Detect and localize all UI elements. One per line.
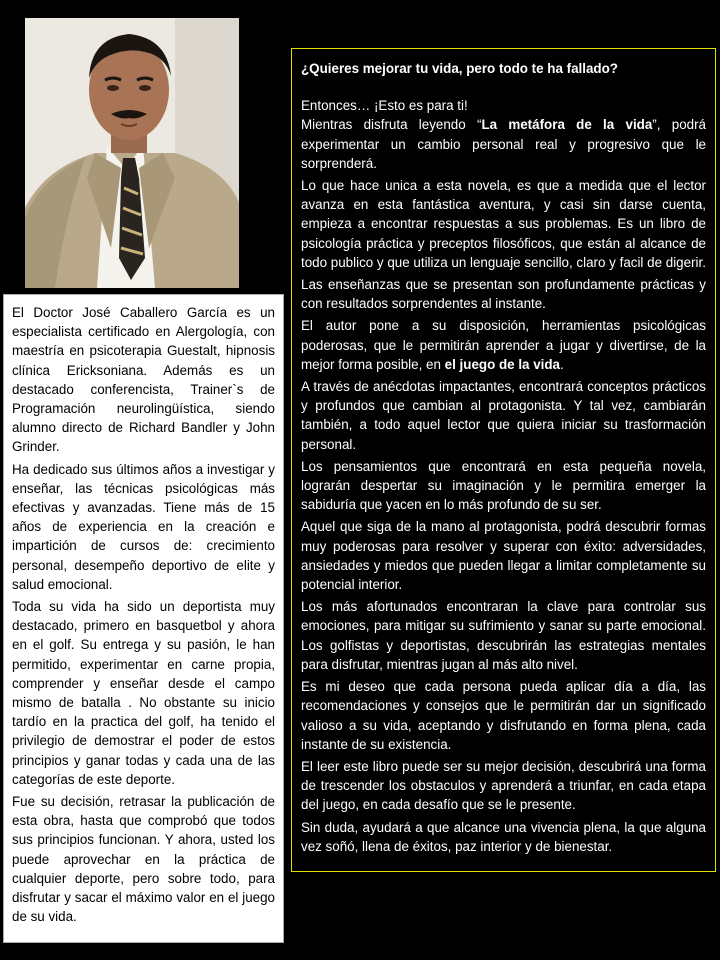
promo-paragraph: Sin duda, ayudará a que alcance una vivencia plena, la que alguna vez soñó, llena de éxitos, paz interior y de bienestar. <box>301 819 706 854</box>
promo-paragraph: A través de anécdotas impactantes, encontrará conceptos prácticos y profundos que cambian al protagonista. Y tal vez, cambiarán también, a todo aquel lector que quiera iniciar su trasformación personal. <box>301 379 706 452</box>
promo-paragraph: Los más afortunados encontraran la clave para controlar sus emociones, para mitigar su sufrimiento y sanar su parte emocional. Los golfistas y deportistas, descubrirán las estrategias mentales para disfrutar, mientras jugan al más alto nivel. <box>301 599 706 672</box>
bio-paragraph: Fue su decisión, retrasar la publicación de esta obra, hasta que comprobó que todos sus principios funcionan. Y ahora, usted los puede aprovechar en la práctica de cualquier deporte, pero sobre todo, para disfrutar y sacar el máximo valor en el juego de su vida. <box>12 794 275 925</box>
promo-paragraph: Las enseñanzas que se presentan son profundamente prácticas y con resultados sorprendentes al instante. <box>301 277 706 312</box>
book-title: La metáfora de la vida <box>481 117 653 133</box>
promo-text: ”, podrá experimentar un cambio personal real y progresivo que le sorprenderá. <box>301 117 706 171</box>
author-portrait-illustration <box>25 18 239 288</box>
author-bio-panel <box>3 294 284 943</box>
emphasis-text: el juego de la vida <box>444 356 561 372</box>
bio-paragraph: Ha dedicado sus últimos años a investigar y enseñar, las técnicas psicológicas más efectivas y avanzadas. Tiene más de 15 años de experiencia en la creación e impartición de cursos de: crecimiento personal, desempeño deportivo de elite y salud emocional. <box>12 461 275 592</box>
promo-paragraph: Es mi deseo que cada persona pueda aplicar día a día, las recomendaciones y consejos que le permitirán dar un significado valioso a su vida, aceptando y disfrutando en forma plena, cada instante de su existencia. <box>301 679 706 752</box>
promo-intro: Entonces… ¡Esto es para ti! <box>301 98 468 114</box>
bio-paragraph: Toda su vida ha sido un deportista muy destacado, primero en basquetbol y ahora en el golf. Su entrega y su pasión, le han permitido, experimentar en carne propia, comprender y enseñar desde el campo mismo de batalla . No obstante su inicio tardío en la practica del golf, ha tenido el privilegio de demostrar el poder de estos principios y ganar todas y cada una de las categorías de este deporte. <box>12 599 275 787</box>
promo-paragraph <box>301 316 706 374</box>
bio-paragraph: El Doctor José Caballero García es un especialista certificado en Alergología, con maestría en psicoterapia Guestalt, hipnosis clínica Ericksoniana. Además es un destacado conferencista, Trainer`s de Programación neurolingüística, siendo alumno directo de Richard Bandler y John Grinder. <box>12 305 275 455</box>
promo-paragraph: Lo que hace unica a esta novela, es que a medida que el lector avanza en esta fantástica aventura, y casi sin darse cuenta, empieza a encontrar respuestas a sus problemas. Es un libro de psicología práctica y preceptos filosóficos, que están al alcance de todo publico y que utiliza un lenguaje sencillo, claro y facil de digerir. <box>301 178 706 270</box>
promo-paragraph: Los pensamientos que encontrará en esta pequeña novela, lograrán despertar su imaginación y le permitira emerger la sabiduría que yacen en lo más profundo de su ser. <box>301 458 706 513</box>
promo-text: Mientras disfruta leyendo “ <box>301 117 482 133</box>
promo-paragraph: El leer este libro puede ser su mejor decisión, descubrirá una forma de trescender los obstaculos y aprenderá a triunfar, en cada etapa del juego, en cada desafío que se le presente. <box>301 758 706 813</box>
promo-paragraph <box>301 115 706 173</box>
book-promo-panel <box>291 48 716 872</box>
promo-text: . <box>560 356 564 372</box>
promo-headline: ¿Quieres mejorar tu vida, pero todo te ha fallado? <box>301 61 618 76</box>
promo-text: El autor pone a su disposición, herramientas psicológicas poderosas, que le permitirán aprender a jugar y divertirse, de la mejor forma posible, en <box>301 318 706 372</box>
author-photo <box>25 18 239 288</box>
promo-paragraph: Aquel que siga de la mano al protagonista, podrá descubrir formas muy poderosas para resolver y superar con éxito: adversidades, ansiedades y miedos que pueden llegar a limitar completamente su potencial interior. <box>301 519 706 593</box>
